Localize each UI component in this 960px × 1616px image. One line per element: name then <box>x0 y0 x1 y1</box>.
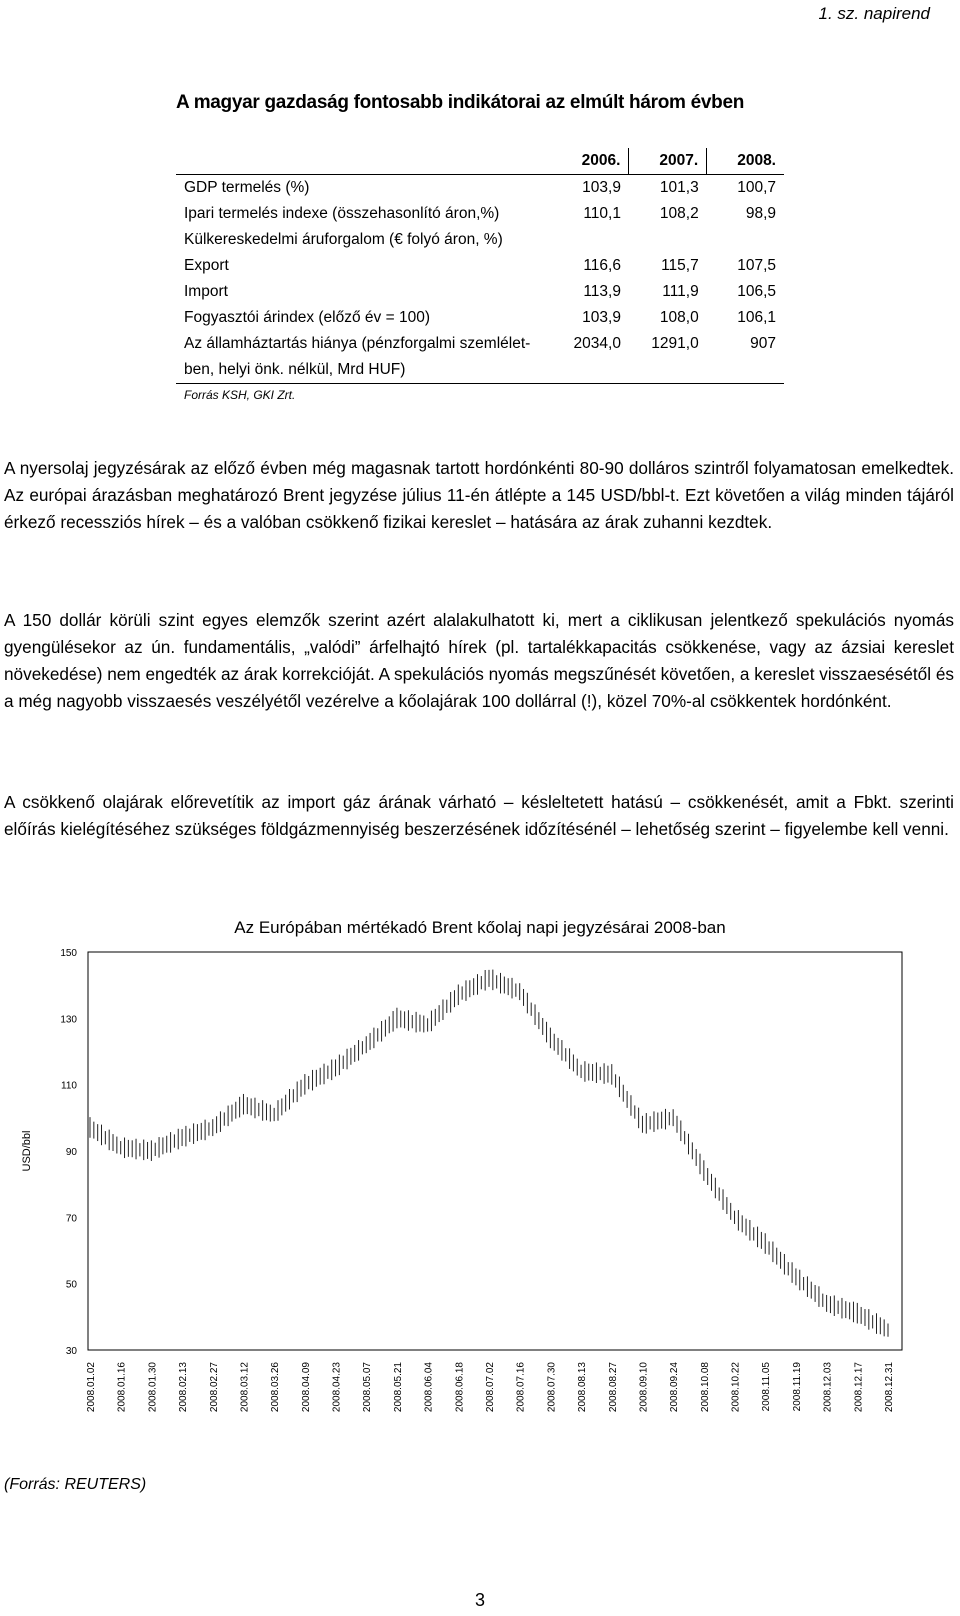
x-tick-label: 2008.02.27 <box>208 1362 220 1413</box>
cell: 107,5 <box>737 257 776 274</box>
x-tick-label: 2008.06.04 <box>423 1362 435 1413</box>
x-tick-label: 2008.03.12 <box>239 1362 251 1413</box>
cell <box>707 227 784 253</box>
table-header-row <box>176 148 784 175</box>
table-row <box>176 253 784 279</box>
x-tick-label: 2008.11.05 <box>761 1362 773 1412</box>
table-row <box>176 175 784 202</box>
x-tick-label: 2008.01.16 <box>116 1362 128 1413</box>
x-tick-label: 2008.08.27 <box>607 1362 619 1413</box>
table-title: A magyar gazdaság fontosabb indikátorai az elmúlt három évben <box>176 92 745 113</box>
x-tick-label: 2008.02.13 <box>178 1362 190 1413</box>
x-tick-label: 2008.06.18 <box>454 1362 466 1413</box>
brent-price-chart <box>0 948 960 1460</box>
cell: 108,2 <box>659 205 699 222</box>
cell <box>629 227 707 253</box>
y-tick-label: 110 <box>61 1080 77 1092</box>
table-row <box>176 305 784 331</box>
chart-title: Az Európában mértékadó Brent kőolaj napi jegyzésárai 2008-ban <box>234 918 726 937</box>
x-tick-label: 2008.01.02 <box>86 1362 97 1413</box>
x-tick-label: 2008.07.30 <box>546 1362 558 1413</box>
row-label: Az államháztartás hiánya (pénzforgalmi szemlélet-ben, helyi önk. nélkül, Mrd HUF) <box>176 331 552 384</box>
page-number: 3 <box>474 1590 485 1610</box>
cell: 106,5 <box>737 283 776 300</box>
cell: 101,3 <box>659 179 699 196</box>
cell: 2034,0 <box>552 331 629 384</box>
x-tick-label: 2008.10.22 <box>730 1362 742 1413</box>
cell: 106,1 <box>737 309 776 326</box>
cell: 116,6 <box>583 257 621 274</box>
table-row <box>176 227 784 253</box>
x-tick-label: 2008.11.19 <box>791 1362 803 1412</box>
x-tick-label: 2008.05.21 <box>392 1362 404 1413</box>
x-tick-label: 2008.12.03 <box>822 1362 834 1413</box>
row-label: Import <box>184 283 228 300</box>
y-tick-label: 150 <box>60 948 77 959</box>
x-tick-label: 2008.07.16 <box>515 1362 527 1413</box>
cell: 115,7 <box>661 257 699 274</box>
cell <box>552 227 629 253</box>
table-row <box>176 201 784 227</box>
chart-source: (Forrás: REUTERS) <box>4 1476 147 1493</box>
row-label: Ipari termelés indexe (összehasonlító áron,%) <box>184 205 500 222</box>
row-label: Export <box>184 257 229 274</box>
cell: 907 <box>707 331 784 384</box>
x-tick-label: 2008.09.24 <box>669 1362 681 1413</box>
year-2007: 2007. <box>629 148 707 175</box>
plot-frame <box>88 952 902 1350</box>
y-tick-label: 70 <box>65 1213 77 1225</box>
table-source: Forrás KSH, GKI Zrt. <box>184 388 296 402</box>
x-tick-label: 2008.12.17 <box>853 1362 865 1413</box>
row-label: Fogyasztói árindex (előző év = 100) <box>184 309 430 326</box>
cell: 103,9 <box>582 309 621 326</box>
paragraph: A csökkenő olajárak előrevetítik az import gáz árának várható – késleltetett hatású – csökkenését, amit a Fbkt. szerinti előírás kielégítéséhez szükséges földgázmennyiség beszerzésének időzítésénél – lehetőség szerint – figyelembe kell venni. <box>4 792 954 840</box>
x-tick-label: 2008.05.07 <box>362 1362 374 1413</box>
y-tick-label: 90 <box>65 1147 77 1158</box>
x-tick-label: 2008.01.30 <box>147 1362 159 1413</box>
x-tick-label: 2008.09.10 <box>638 1362 650 1413</box>
agenda-label: 1. sz. napirend <box>818 4 930 23</box>
row-label: GDP termelés (%) <box>184 179 310 196</box>
cell: 113,9 <box>583 283 621 300</box>
year-2006: 2006. <box>552 148 629 175</box>
paragraph: A 150 dollár körüli szint egyes elemzők szerint azért alalakulhatott ki, mert a ciklikusan jelentkező spekulációs nyomás gyengülésekor az ún. fundamentális, „valódi” árfelhajtó hírek (pl. tartalékkapacitás csökkenése, vagy az ázsiai kereslet növekedése) nem engedték az árak korrekcióját. A spekulációs nyomás megszűnését követően, a kereslet visszaesésétől és a még nagyobb visszaesés veszélyétől vezérelve a kőolajárak 100 dollárral (!), közel 70%-al csökkentek hordónként. <box>4 610 954 712</box>
x-tick-label: 2008.12.31 <box>884 1362 895 1413</box>
table-row <box>176 279 784 305</box>
x-tick-label: 2008.04.23 <box>331 1362 343 1413</box>
cell: 111,9 <box>662 283 699 300</box>
x-tick-label: 2008.03.26 <box>270 1362 282 1413</box>
cell: 108,0 <box>659 309 699 326</box>
cell: 98,9 <box>745 205 776 222</box>
x-tick-label: 2008.10.08 <box>699 1362 711 1413</box>
y-tick-label: 50 <box>65 1279 77 1291</box>
x-tick-label: 2008.08.13 <box>577 1362 589 1413</box>
table-row <box>176 331 784 384</box>
x-tick-label: 2008.04.09 <box>300 1362 312 1413</box>
x-tick-label: 2008.07.02 <box>485 1362 496 1413</box>
cell: 103,9 <box>582 179 621 196</box>
paragraph: A nyersolaj jegyzésárak az előző évben még magasnak tartott hordónkénti 80-90 dolláros szintről folyamatosan emelkedtek. Az európai árazásban meghatározó Brent jegyzése július 11-én átlépte a 145 USD/bbl-t. Ezt követően a világ minden tájáról érkező recessziós hírek – és a valóban csökkenő fizikai kereslet – hatására az árak zuhanni kezdtek. <box>4 458 954 533</box>
y-tick-label: 30 <box>65 1346 77 1357</box>
year-2008: 2008. <box>707 148 784 175</box>
indicator-table <box>176 148 784 384</box>
y-tick-label: 130 <box>60 1014 77 1026</box>
y-axis-label: USD/bbl <box>21 1130 33 1172</box>
cell: 110,1 <box>583 205 621 222</box>
cell: 100,7 <box>737 179 776 196</box>
row-label: Külkereskedelmi áruforgalom (€ folyó áron, %) <box>184 231 503 248</box>
cell: 1291,0 <box>629 331 707 384</box>
